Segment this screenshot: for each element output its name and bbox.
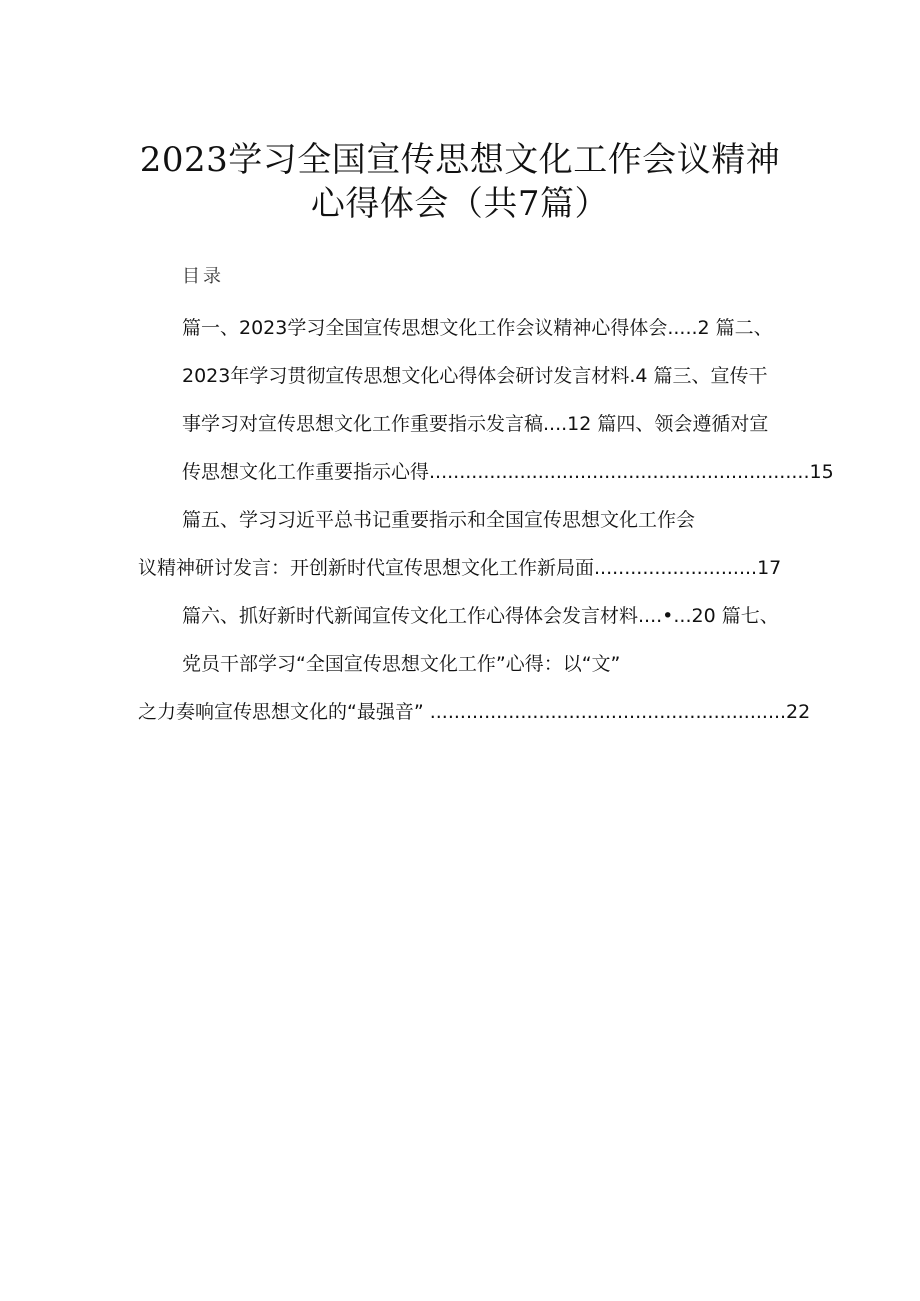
document-title-line-1: 2023学习全国宣传思想文化工作会议精神 xyxy=(139,140,781,180)
toc-line: 传思想文化工作重要指示心得...............................................................15 xyxy=(182,461,834,483)
toc-line: 党员干部学习“全国宣传思想文化工作”心得：以“文” xyxy=(182,653,621,675)
toc-line: 事学习对宣传思想文化工作重要指示发言稿....12 篇四、领会遵循对宣 xyxy=(182,413,769,435)
toc-line: 篇一、2023学习全国宣传思想文化工作会议精神心得体会.....2 篇二、 xyxy=(182,317,773,339)
toc-line: 2023年学习贯彻宣传思想文化心得体会研讨发言材料.4 篇三、宣传干 xyxy=(182,365,768,387)
toc-line: 议精神研讨发言：开创新时代宣传思想文化工作新局面...........................17 xyxy=(138,557,782,579)
toc-line: 篇五、学习习近平总书记重要指示和全国宣传思想文化工作会 xyxy=(182,509,696,531)
document-title-line-2: 心得体会（共7篇） xyxy=(310,184,610,224)
toc-line: 篇六、抓好新时代新闻宣传文化工作心得体会发言材料....•...20 篇七、 xyxy=(182,605,779,627)
toc-heading: 目录 xyxy=(182,266,224,287)
toc-line: 之力奏响宣传思想文化的“最强音” ...........................................................22 xyxy=(138,701,811,723)
